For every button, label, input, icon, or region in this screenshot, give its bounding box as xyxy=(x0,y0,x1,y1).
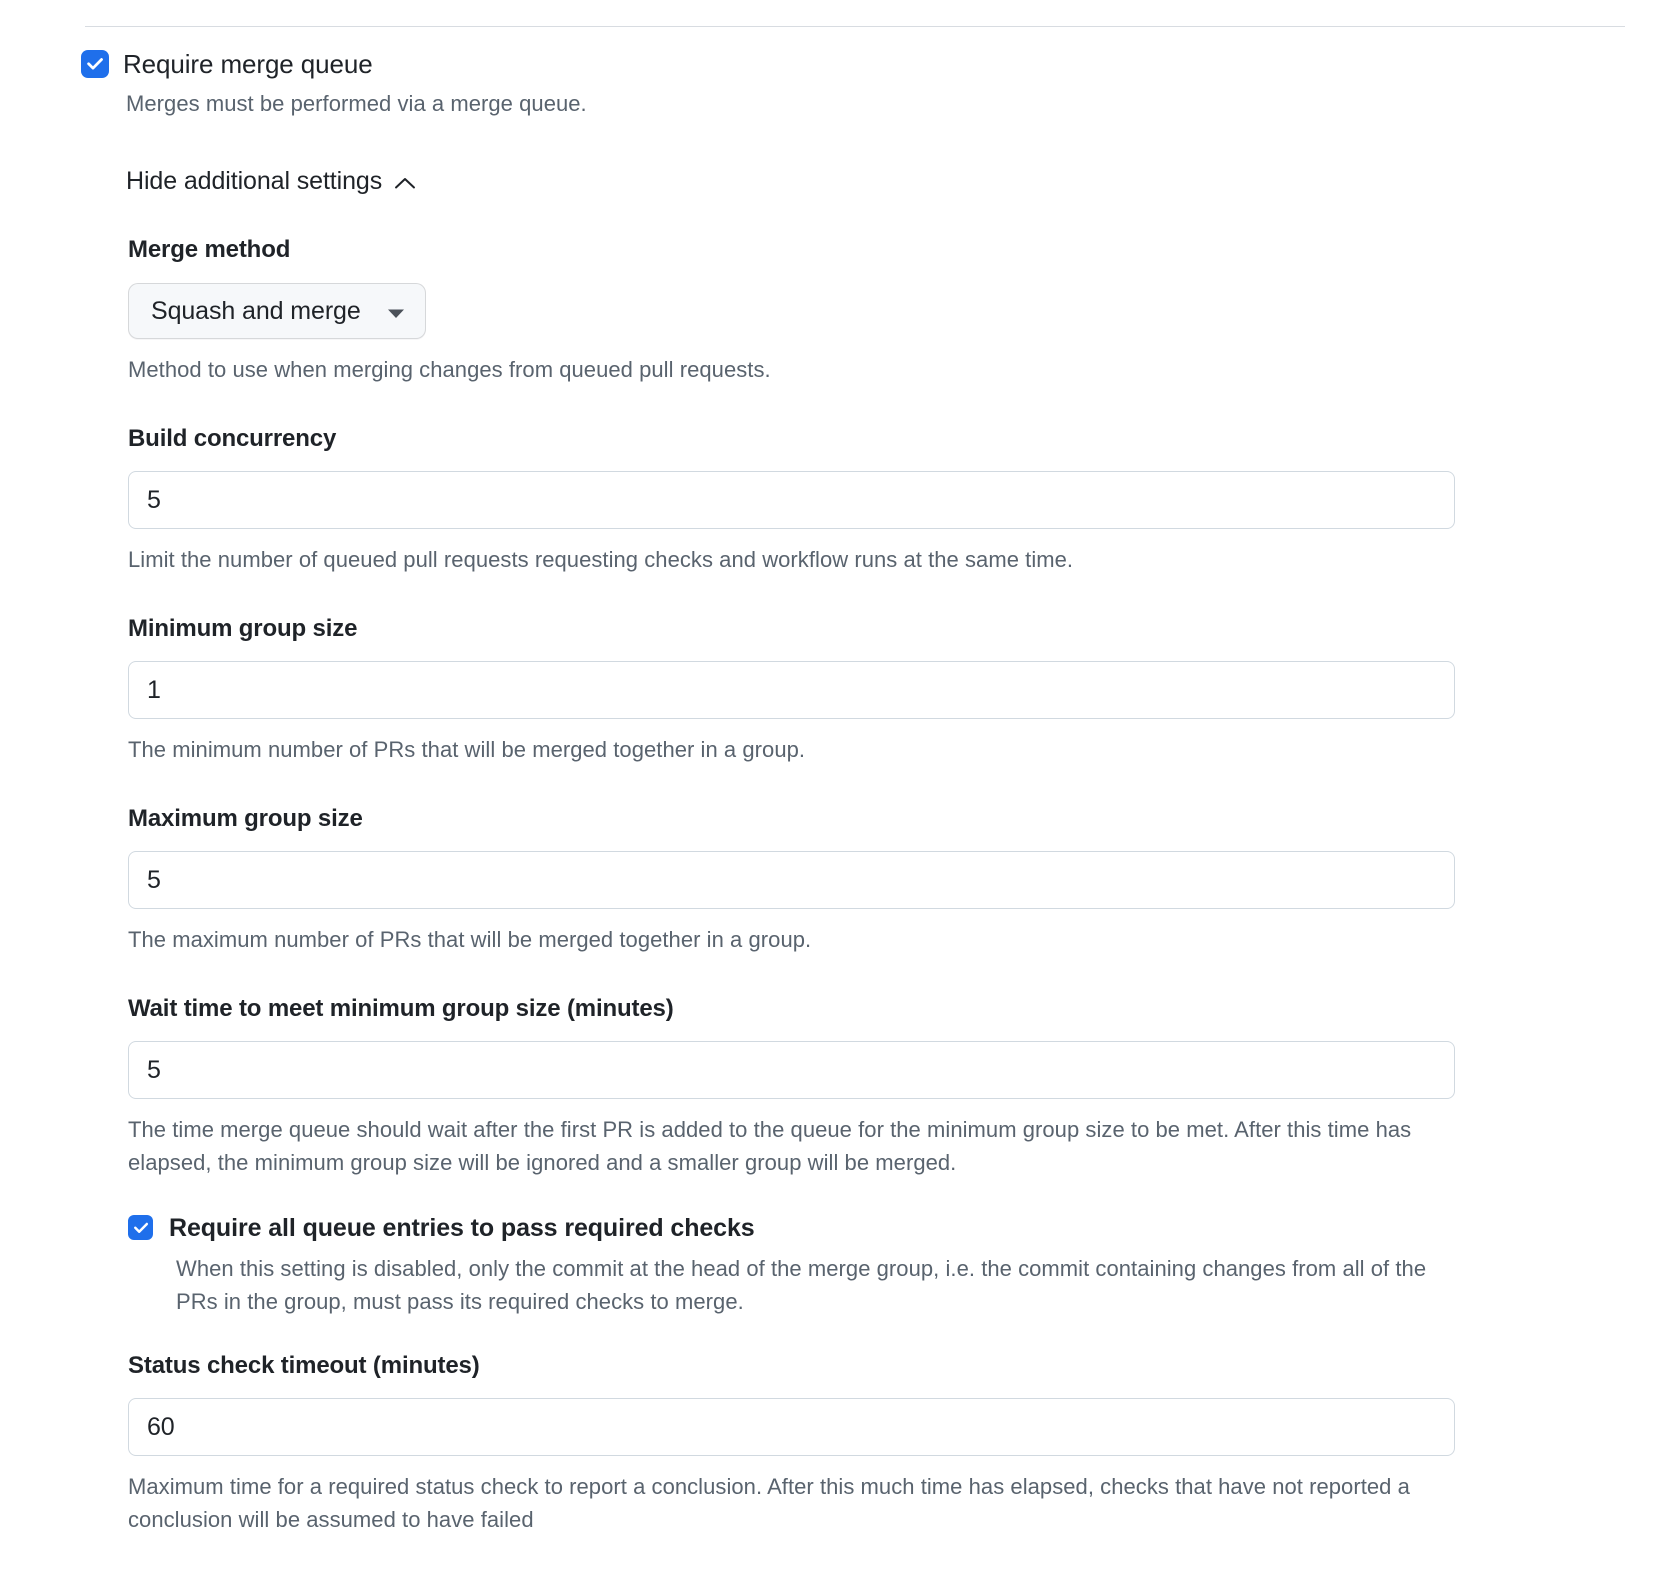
require-merge-queue-label[interactable]: Require merge queue xyxy=(123,49,373,79)
wait-time-input[interactable] xyxy=(128,1041,1455,1099)
require-merge-queue-checkbox[interactable] xyxy=(81,50,109,78)
minimum-group-size-field xyxy=(128,614,1640,766)
status-check-timeout-label: Status check timeout (minutes) xyxy=(128,1352,480,1379)
build-concurrency-input[interactable] xyxy=(128,471,1455,529)
wait-time-field xyxy=(128,994,1640,1179)
wait-time-label: Wait time to meet minimum group size (minutes) xyxy=(128,995,674,1022)
require-all-entries-row[interactable] xyxy=(128,1212,1640,1244)
merge-queue-section xyxy=(0,48,1680,1536)
hide-additional-settings-toggle[interactable] xyxy=(126,164,416,197)
minimum-group-size-input[interactable] xyxy=(128,661,1455,719)
build-concurrency-help: Limit the number of queued pull requests requesting checks and workflow runs at the same time. xyxy=(128,547,1074,572)
chevron-up-icon xyxy=(394,167,416,197)
build-concurrency-label: Build concurrency xyxy=(128,425,337,452)
status-check-timeout-field xyxy=(128,1351,1640,1536)
status-check-timeout-input[interactable] xyxy=(128,1398,1455,1456)
merge-method-label: Merge method xyxy=(128,236,291,263)
require-all-entries-description: When this setting is disabled, only the commit at the head of the merge group, i.e. the commit containing changes from all of the PRs in the group, must pass its required checks to merge. xyxy=(176,1256,1427,1314)
build-concurrency-field xyxy=(128,424,1640,576)
require-all-entries-label[interactable]: Require all queue entries to pass required checks xyxy=(169,1214,755,1242)
maximum-group-size-help: The maximum number of PRs that will be merged together in a group. xyxy=(128,927,812,952)
additional-settings xyxy=(0,235,1680,1536)
wait-time-help: The time merge queue should wait after the first PR is added to the queue for the minimum group size to be met. After this time has elapsed, the minimum group size will be ignored and a smaller group will be merged. xyxy=(128,1117,1412,1175)
section-divider xyxy=(85,26,1625,27)
maximum-group-size-field xyxy=(128,804,1640,956)
require-all-entries-checkbox[interactable] xyxy=(128,1215,153,1240)
maximum-group-size-input[interactable] xyxy=(128,851,1455,909)
status-check-timeout-help: Maximum time for a required status check to report a conclusion. After this much time has elapsed, checks that have not reported a conclusion will be assumed to have failed xyxy=(128,1474,1410,1532)
require-merge-queue-row[interactable] xyxy=(0,48,1680,80)
merge-method-help: Method to use when merging changes from queued pull requests. xyxy=(128,357,771,382)
disclosure-label: Hide additional settings xyxy=(126,166,383,195)
merge-method-field xyxy=(128,235,1640,386)
merge-method-value: Squash and merge xyxy=(151,296,361,325)
triangle-down-icon xyxy=(387,297,405,326)
minimum-group-size-label: Minimum group size xyxy=(128,615,358,642)
merge-method-select[interactable] xyxy=(128,283,426,339)
require-merge-queue-description: Merges must be performed via a merge queue. xyxy=(126,91,587,116)
minimum-group-size-help: The minimum number of PRs that will be merged together in a group. xyxy=(128,737,806,762)
maximum-group-size-label: Maximum group size xyxy=(128,805,363,832)
